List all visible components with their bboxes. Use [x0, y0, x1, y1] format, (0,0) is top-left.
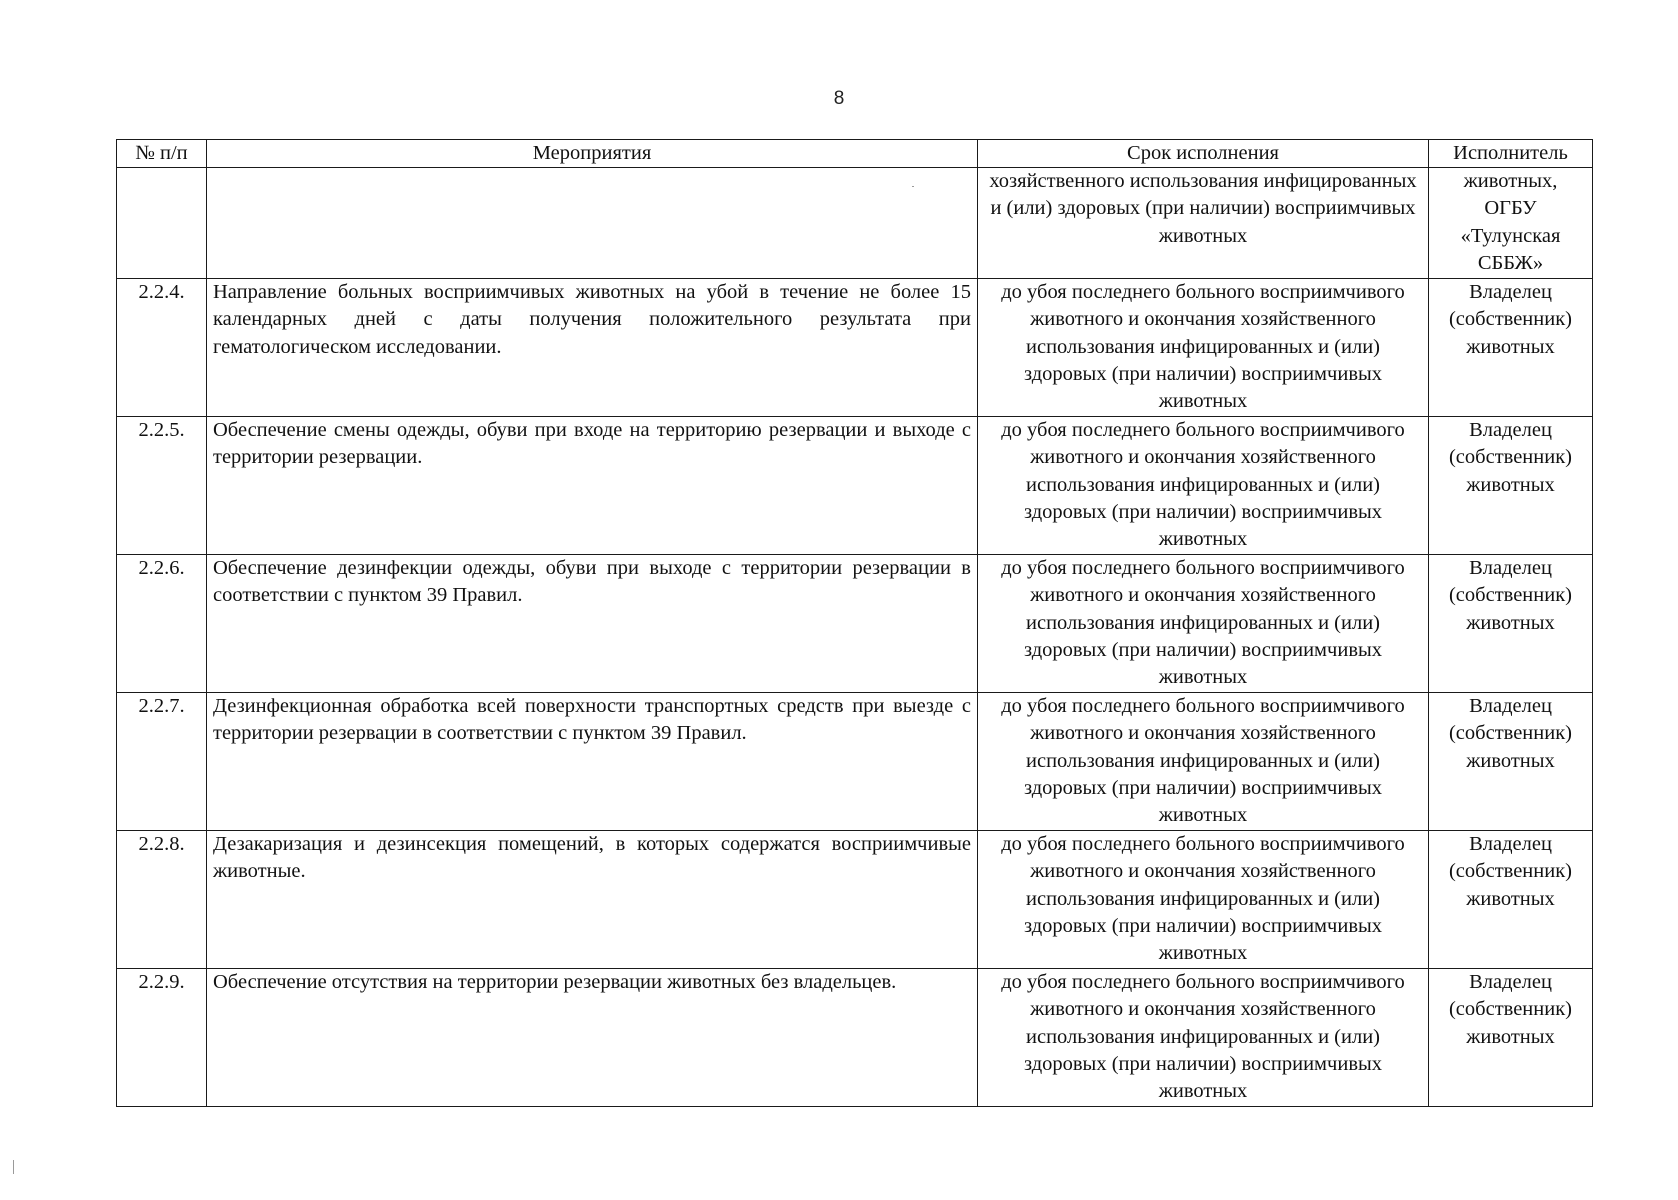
cell-term: до убоя последнего больного восприимчивого животного и окончания хозяйственного использования инфицированных и (или) здоровых (при наличии) восприимчивых животных: [978, 969, 1429, 1107]
cell-activity: Дезинфекционная обработка всей поверхности транспортных средств при выезде с территории резервации в соответствии с пунктом 39 Правил.: [207, 693, 978, 831]
cell-activity: Дезакаризация и дезинсекция помещений, в которых содержатся восприимчивые животные.: [207, 831, 978, 969]
table-row-continuation: [117, 168, 1593, 279]
table-row: [117, 417, 1593, 555]
cell-num: 2.2.6.: [117, 555, 207, 693]
header-term: Срок исполнения: [978, 140, 1429, 168]
table-row: [117, 693, 1593, 831]
cell-executor: Владелец (собственник) животных: [1429, 279, 1593, 417]
cell-activity: [207, 168, 978, 279]
cell-num: 2.2.5.: [117, 417, 207, 555]
measures-table: [116, 139, 1593, 1107]
cell-num: 2.2.7.: [117, 693, 207, 831]
cell-executor: Владелец (собственник) животных: [1429, 693, 1593, 831]
table-row: [117, 969, 1593, 1107]
cell-activity: Обеспечение дезинфекции одежды, обуви при выходе с территории резервации в соответствии с пунктом 39 Правил.: [207, 555, 978, 693]
cell-executor: животных, ОГБУ «Тулунская СББЖ»: [1429, 168, 1593, 279]
cell-term: до убоя последнего больного восприимчивого животного и окончания хозяйственного использования инфицированных и (или) здоровых (при наличии) восприимчивых животных: [978, 693, 1429, 831]
scan-speck: [912, 186, 914, 187]
cell-num: 2.2.9.: [117, 969, 207, 1107]
table-header-row: [117, 140, 1593, 168]
cell-term: до убоя последнего больного восприимчивого животного и окончания хозяйственного использования инфицированных и (или) здоровых (при наличии) восприимчивых животных: [978, 417, 1429, 555]
cell-term: до убоя последнего больного восприимчивого животного и окончания хозяйственного использования инфицированных и (или) здоровых (при наличии) восприимчивых животных: [978, 555, 1429, 693]
cell-term: хозяйственного использования инфицированных и (или) здоровых (при наличии) восприимчивых животных: [978, 168, 1429, 279]
cell-executor: Владелец (собственник) животных: [1429, 555, 1593, 693]
margin-mark: [13, 1160, 14, 1174]
cell-executor: Владелец (собственник) животных: [1429, 969, 1593, 1107]
cell-activity: Направление больных восприимчивых животных на убой в течение не более 15 календарных дней с даты получения положительного результата при гематологическом исследовании.: [207, 279, 978, 417]
cell-activity: Обеспечение отсутствия на территории резервации животных без владельцев.: [207, 969, 978, 1107]
header-executor: Исполнитель: [1429, 140, 1593, 168]
table-row: [117, 831, 1593, 969]
table-row: [117, 279, 1593, 417]
cell-executor: Владелец (собственник) животных: [1429, 831, 1593, 969]
table-row: [117, 555, 1593, 693]
cell-num: 2.2.8.: [117, 831, 207, 969]
cell-executor: Владелец (собственник) животных: [1429, 417, 1593, 555]
cell-term: до убоя последнего больного восприимчивого животного и окончания хозяйственного использования инфицированных и (или) здоровых (при наличии) восприимчивых животных: [978, 831, 1429, 969]
page-number: 8: [833, 88, 845, 109]
cell-activity: Обеспечение смены одежды, обуви при входе на территорию резервации и выходе с территории резервации.: [207, 417, 978, 555]
header-activity: Мероприятия: [207, 140, 978, 168]
header-num: № п/п: [117, 140, 207, 168]
cell-term: до убоя последнего больного восприимчивого животного и окончания хозяйственного использования инфицированных и (или) здоровых (при наличии) восприимчивых животных: [978, 279, 1429, 417]
cell-num: 2.2.4.: [117, 279, 207, 417]
cell-num: [117, 168, 207, 279]
